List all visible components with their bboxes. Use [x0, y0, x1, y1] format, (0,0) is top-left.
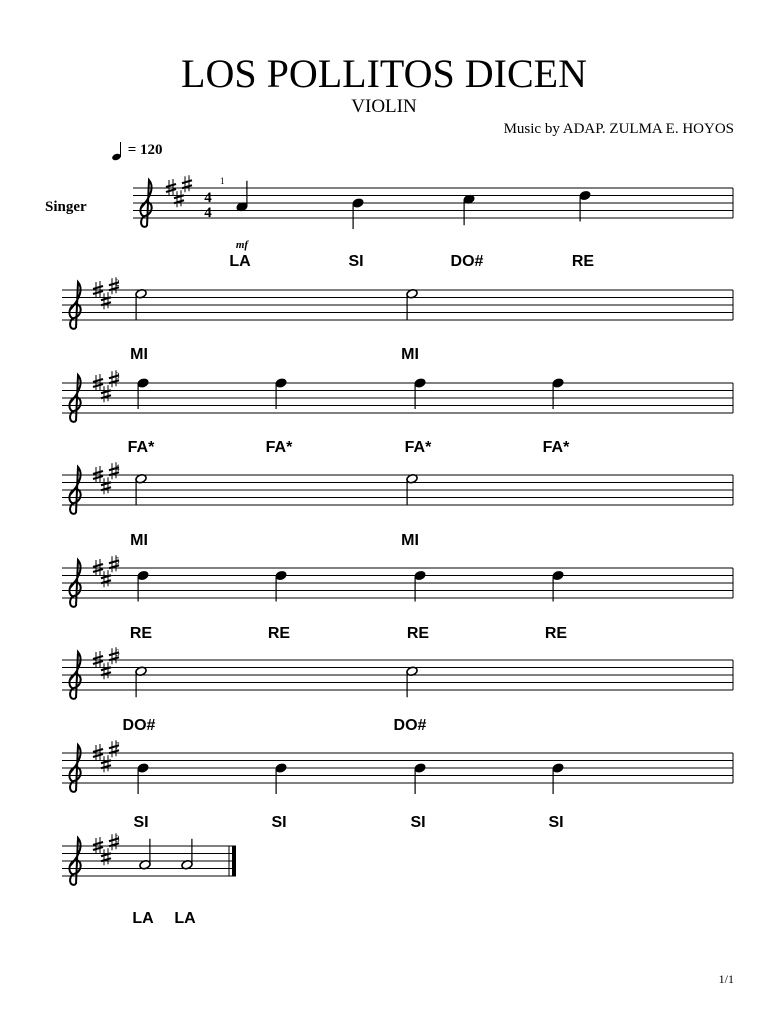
- half-note: [406, 288, 418, 319]
- measure-number: 4: [115, 463, 120, 473]
- measure-number: 8: [115, 834, 120, 844]
- staff-system: [133, 175, 733, 270]
- lyric: RE: [267, 625, 291, 642]
- staff-system: [62, 462, 733, 549]
- lyric: MI: [401, 346, 419, 363]
- quarter-note: [414, 378, 426, 409]
- lyric: FA*: [265, 439, 293, 456]
- quarter-note: [579, 190, 591, 221]
- sharp-icon: [101, 292, 111, 309]
- measure-number: 3: [115, 371, 120, 381]
- sharp-icon: [101, 385, 111, 402]
- page-number: 1/1: [718, 972, 734, 986]
- half-note: [406, 473, 418, 504]
- lyric: MI: [130, 532, 148, 549]
- sharp-icon: [101, 477, 111, 494]
- half-note: [135, 473, 147, 504]
- quarter-note: [552, 763, 564, 794]
- measure-number: 7: [115, 741, 120, 751]
- quarter-note: [275, 570, 287, 601]
- half-note: [181, 839, 193, 870]
- sharp-icon: [182, 175, 192, 192]
- quarter-note: [275, 378, 287, 409]
- lyric: DO#: [122, 717, 156, 734]
- lyric: SI: [133, 814, 149, 831]
- lyric: DO#: [393, 717, 427, 734]
- quarter-note: [352, 198, 364, 229]
- lyric: FA*: [542, 439, 570, 456]
- time-signature-bottom: 4: [204, 205, 212, 221]
- sharp-icon: [101, 662, 111, 679]
- dynamic-marking: mf: [235, 239, 249, 251]
- lyric: RE: [406, 625, 430, 642]
- lyric: SI: [410, 814, 426, 831]
- lyric: RE: [129, 625, 153, 642]
- quarter-note: [414, 570, 426, 601]
- instrument-name: Singer: [45, 199, 87, 215]
- staff-system: [62, 833, 236, 927]
- half-note: [139, 839, 151, 870]
- quarter-note: [236, 181, 248, 212]
- lyric: DO#: [450, 253, 484, 270]
- staff-system: [62, 555, 733, 642]
- half-note: [406, 666, 418, 697]
- lyric: SI: [271, 814, 287, 831]
- lyric: MI: [130, 346, 148, 363]
- lyric: LA: [174, 910, 196, 927]
- quarter-note: [552, 378, 564, 409]
- quarter-note: [137, 570, 149, 601]
- lyric: FA*: [127, 439, 155, 456]
- score-title: LOS POLLITOS DICEN: [181, 51, 587, 96]
- half-note: [135, 288, 147, 319]
- quarter-note: [552, 570, 564, 601]
- measure-number: 1: [220, 176, 225, 186]
- measure-number: 5: [115, 556, 120, 566]
- staff-system: [62, 740, 733, 831]
- staff-system: [62, 647, 733, 734]
- score-subtitle: VIOLIN: [351, 96, 417, 117]
- quarter-note: [463, 194, 475, 225]
- composer-credit: Music by ADAP. ZULMA E. HOYOS: [503, 121, 734, 137]
- measure-number: 2: [115, 278, 120, 288]
- sharp-icon: [101, 570, 111, 587]
- lyric: LA: [132, 910, 154, 927]
- quarter-note: [414, 763, 426, 794]
- lyric: FA*: [404, 439, 432, 456]
- staff-system: [62, 370, 733, 456]
- quarter-note: [275, 763, 287, 794]
- lyric: RE: [544, 625, 568, 642]
- measure-number: 6: [115, 648, 120, 658]
- staff-system: [62, 277, 733, 363]
- lyric: RE: [571, 253, 595, 270]
- sharp-icon: [174, 190, 184, 207]
- lyric: MI: [401, 532, 419, 549]
- time-signature-top: 4: [204, 190, 212, 206]
- sharp-icon: [101, 848, 111, 865]
- half-note: [135, 666, 147, 697]
- lyric: SI: [348, 253, 364, 270]
- quarter-note: [137, 378, 149, 409]
- tempo-value: = 120: [127, 142, 163, 158]
- lyric: LA: [229, 253, 251, 270]
- quarter-note: [137, 763, 149, 794]
- sharp-icon: [101, 755, 111, 772]
- lyric: SI: [548, 814, 564, 831]
